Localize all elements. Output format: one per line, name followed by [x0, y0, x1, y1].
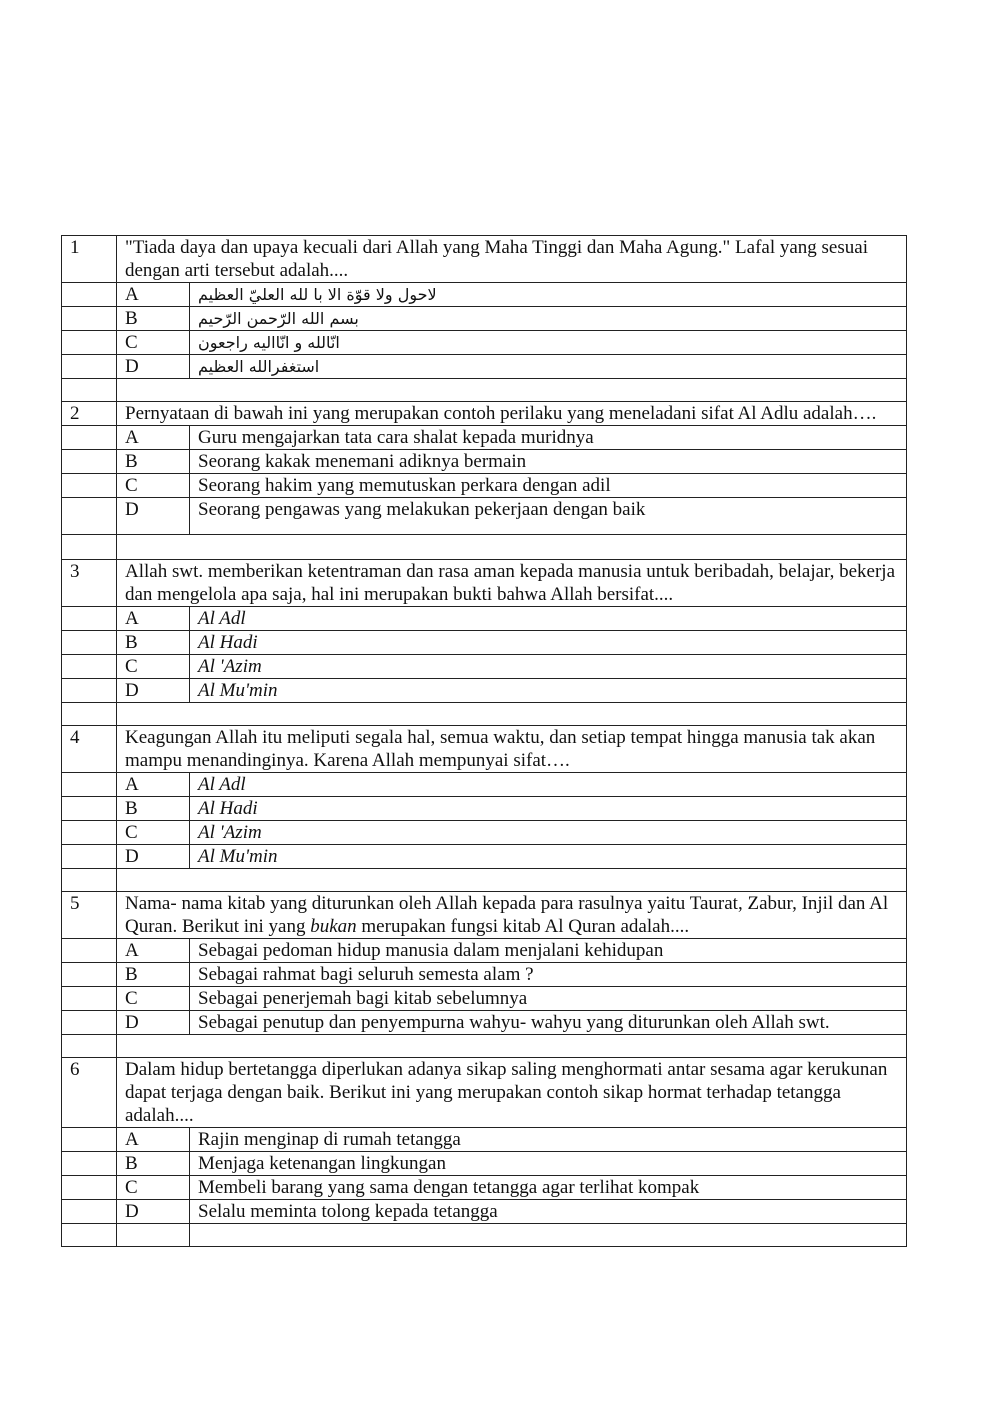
option-letter: B [117, 307, 190, 331]
option-letter: A [117, 939, 190, 963]
option-row[interactable] [62, 773, 907, 797]
question-text: Keagungan Allah itu meliputi segala hal, semua waktu, dan setiap tempat hingga manusia tak akan mampu menandinginya. Karena Allah mempunyai sifat…. [117, 726, 907, 773]
option-text: Al Adl [190, 773, 907, 797]
option-letter: D [117, 1200, 190, 1224]
option-text: انّالله و انّااليه راجعون [190, 331, 907, 355]
option-letter: A [117, 1128, 190, 1152]
option-letter: A [117, 283, 190, 307]
option-text: Sebagai penutup dan penyempurna wahyu- wahyu yang diturunkan oleh Allah swt. [190, 1011, 907, 1035]
option-letter: D [117, 1011, 190, 1035]
option-text: استغفرالله العظيم [190, 355, 907, 379]
spacer-row [62, 379, 907, 402]
option-row[interactable] [62, 1152, 907, 1176]
option-row[interactable] [62, 331, 907, 355]
option-text: Selalu meminta tolong kepada tetangga [190, 1200, 907, 1224]
option-letter: D [117, 845, 190, 869]
option-text: Rajin menginap di rumah tetangga [190, 1128, 907, 1152]
option-letter: C [117, 655, 190, 679]
option-letter: B [117, 1152, 190, 1176]
option-text: Seorang kakak menemani adiknya bermain [190, 450, 907, 474]
question-number: 3 [62, 560, 117, 607]
option-letter: C [117, 987, 190, 1011]
question-text: Dalam hidup bertetangga diperlukan adanya sikap saling menghormati antar sesama agar kerukunan dapat terjaga dengan baik. Berikut ini yang merupakan contoh sikap hormat terhadap tetangga adalah.... [117, 1058, 907, 1128]
option-letter: D [117, 498, 190, 535]
question-number: 4 [62, 726, 117, 773]
spacer-row [62, 869, 907, 892]
option-letter: A [117, 607, 190, 631]
option-row[interactable] [62, 498, 907, 535]
option-letter: B [117, 797, 190, 821]
option-letter: C [117, 331, 190, 355]
option-row[interactable] [62, 355, 907, 379]
option-letter: C [117, 821, 190, 845]
option-row[interactable] [62, 939, 907, 963]
option-letter: A [117, 426, 190, 450]
option-row[interactable] [62, 987, 907, 1011]
question-row [62, 236, 907, 283]
option-row[interactable] [62, 631, 907, 655]
question-number: 6 [62, 1058, 117, 1128]
option-row[interactable] [62, 845, 907, 869]
option-text: Al Mu'min [190, 679, 907, 703]
option-row[interactable] [62, 679, 907, 703]
option-text: Al Adl [190, 607, 907, 631]
question-text-emphasis: bukan [310, 916, 357, 937]
option-text: Al Hadi [190, 631, 907, 655]
option-row[interactable] [62, 307, 907, 331]
option-row[interactable] [62, 963, 907, 987]
option-row[interactable] [62, 283, 907, 307]
question-text: "Tiada daya dan upaya kecuali dari Allah yang Maha Tinggi dan Maha Agung." Lafal yang sesuai dengan arti tersebut adalah.... [117, 236, 907, 283]
option-row[interactable] [62, 655, 907, 679]
option-row[interactable] [62, 1200, 907, 1224]
spacer-row [62, 703, 907, 726]
option-row[interactable] [62, 450, 907, 474]
question-text-part: merupakan fungsi kitab Al Quran adalah.... [356, 916, 690, 937]
option-text: Seorang pengawas yang melakukan pekerjaan dengan baik [190, 498, 907, 535]
spacer-row [62, 1224, 907, 1247]
option-row[interactable] [62, 1176, 907, 1200]
question-number: 1 [62, 236, 117, 283]
question-row [62, 402, 907, 426]
option-letter: B [117, 631, 190, 655]
option-text: لاحول ولا قوّة الا با لله العليّ العظيم [190, 283, 907, 307]
option-text: Al Mu'min [190, 845, 907, 869]
option-text: Sebagai pedoman hidup manusia dalam menjalani kehidupan [190, 939, 907, 963]
option-row[interactable] [62, 821, 907, 845]
question-text: Allah swt. memberikan ketentraman dan rasa aman kepada manusia untuk beribadah, belajar, bekerja dan mengelola apa saja, hal ini merupakan bukti bahwa Allah bersifat.... [117, 560, 907, 607]
option-text: Al 'Azim [190, 655, 907, 679]
option-row[interactable] [62, 607, 907, 631]
option-text: Al Hadi [190, 797, 907, 821]
option-text: Guru mengajarkan tata cara shalat kepada muridnya [190, 426, 907, 450]
option-text: Membeli barang yang sama dengan tetangga agar terlihat kompak [190, 1176, 907, 1200]
option-text: بسم الله الرّحمن الرّحيم [190, 307, 907, 331]
option-row[interactable] [62, 474, 907, 498]
option-letter: D [117, 679, 190, 703]
option-row[interactable] [62, 1011, 907, 1035]
question-row [62, 726, 907, 773]
quiz-table [61, 235, 907, 1247]
option-row[interactable] [62, 426, 907, 450]
option-text: Sebagai penerjemah bagi kitab sebelumnya [190, 987, 907, 1011]
question-number: 5 [62, 892, 117, 939]
spacer-row [62, 1035, 907, 1058]
question-row [62, 560, 907, 607]
question-row [62, 1058, 907, 1128]
option-letter: C [117, 1176, 190, 1200]
option-letter: B [117, 963, 190, 987]
question-text-part: Nama- nama kitab yang diturunkan oleh Allah kepada para rasulnya yaitu Taurat, Zabur, Injil dan Al Quran. Berikut ini yang [125, 893, 889, 937]
question-text: Pernyataan di bawah ini yang merupakan contoh perilaku yang meneladani sifat Al Adlu adalah…. [117, 402, 907, 426]
question-number: 2 [62, 402, 117, 426]
option-letter: C [117, 474, 190, 498]
option-letter: A [117, 773, 190, 797]
option-letter: B [117, 450, 190, 474]
option-text: Seorang hakim yang memutuskan perkara dengan adil [190, 474, 907, 498]
option-text: Al 'Azim [190, 821, 907, 845]
option-letter: D [117, 355, 190, 379]
question-row [62, 892, 907, 939]
question-text [117, 892, 907, 939]
option-row[interactable] [62, 797, 907, 821]
option-text: Menjaga ketenangan lingkungan [190, 1152, 907, 1176]
option-row[interactable] [62, 1128, 907, 1152]
spacer-row [62, 535, 907, 560]
option-text: Sebagai rahmat bagi seluruh semesta alam ? [190, 963, 907, 987]
